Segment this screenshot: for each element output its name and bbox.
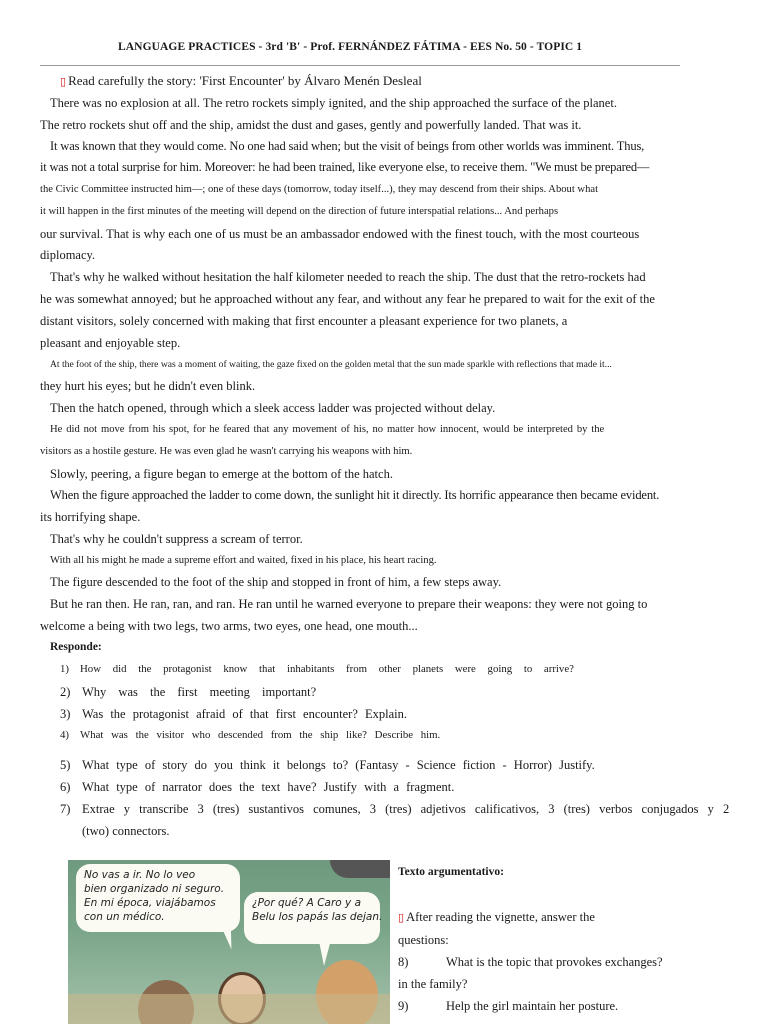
question-number: 1) (60, 663, 69, 675)
story-line: it was not a total surprise for him. Moreover: he had been trained, like everyone else, to receive them. "We must be prepared— (40, 160, 650, 174)
question-text: Why was the first meeting important? (82, 685, 317, 699)
question-text: Help the girl maintain her posture. (446, 999, 619, 1013)
bubble-line: En mi época, viajábamos (84, 897, 216, 909)
question-number: 4) (60, 729, 69, 741)
story-line: The retro rockets shut off and the ship, amidst the dust and gases, gently and powerfully landed. That was it. (40, 118, 582, 132)
story-line: The figure descended to the foot of the ship and stopped in front of him, a few steps away. (50, 575, 502, 589)
story-line: he was somewhat annoyed; but he approached without any fear, and without any fear he prepared to wait for the exit of the (40, 292, 655, 306)
red-box-bullet-icon: ▯ (398, 911, 405, 924)
comic-vignette (68, 860, 390, 1024)
story-line: It was known that they would come. No one had said when; but the visit of beings from other worlds was imminent. Thus, (50, 139, 645, 153)
question-item (60, 779, 454, 795)
bubble-line: bien organizado ni seguro. (84, 883, 225, 895)
speech-bubble-parent (76, 864, 240, 932)
story-line: With all his might he made a supreme effort and waited, fixed in his place, his heart racing. (50, 555, 437, 566)
respond-label: Responde: (50, 641, 102, 653)
question-text: What is the topic that provokes exchanges? (446, 955, 663, 969)
question-text: What type of narrator does the text have? Justify with a fragment. (82, 780, 455, 794)
question-item (60, 684, 316, 700)
story-line: Slowly, peering, a figure began to emerge at the bottom of the hatch. (50, 467, 393, 481)
question-text: How did the protagonist know that inhabitants from other planets were going to arrive? (80, 663, 574, 675)
comic-corner-shape (330, 860, 390, 878)
side-question-8 (398, 954, 663, 970)
question-number: 5) (60, 758, 71, 772)
speech-bubble-girl (244, 892, 383, 944)
question-text: Extrae y transcribe 3 (tres) sustantivos comunes, 3 (tres) adjetivos calificativos, 3 (tres) verbos conjugados y 2 (82, 802, 730, 816)
worksheet-header: LANGUAGE PRACTICES - 3rd 'B' - Prof. FERNÁNDEZ FÁTIMA - EES No. 50 - TOPIC 1 (118, 41, 583, 53)
story-line: That's why he walked without hesitation the half kilometer needed to reach the ship. The dust that the retro-rockets had (50, 270, 646, 284)
question-number: 2) (60, 685, 71, 699)
story-line: its horrifying shape. (40, 510, 141, 524)
story-line: When the figure approached the ladder to come down, the sunlight hit it directly. Its horrific appearance then became evident. (50, 488, 660, 502)
bubble-line: Belu los papás las dejan. (252, 911, 383, 923)
argumentative-title: Texto argumentativo: (398, 866, 504, 878)
red-box-bullet-icon: ▯ (60, 75, 67, 88)
question-item (60, 801, 729, 817)
header-divider (40, 65, 680, 66)
question-text: What type of story do you think it belongs to? (Fantasy - Science fiction - Horror) Justify. (82, 758, 595, 772)
story-line: That's why he couldn't suppress a scream of terror. (50, 532, 303, 546)
story-line: But he ran then. He ran, ran, and ran. He ran until he warned everyone to prepare their weapons: they were not going to (50, 597, 648, 611)
story-line: visitors as a hostile gesture. He was even glad he wasn't carrying his weapons with him. (40, 446, 413, 457)
story-line: our survival. That is why each one of us must be an ambassador endowed with the finest touch, with the most courteous (40, 227, 640, 241)
question-text: What was the visitor who descended from the ship like? Describe him. (80, 729, 441, 741)
story-intro (60, 73, 422, 90)
story-line: it will happen in the first minutes of the meeting will depend on the direction of future interspatial relations... And perhaps (40, 206, 559, 217)
question-number: 7) (60, 802, 71, 816)
question-continuation: (two) connectors. (82, 824, 170, 838)
question-number: 8) (398, 955, 409, 969)
story-line: they hurt his eyes; but he didn't even blink. (40, 379, 256, 393)
question-number: 6) (60, 780, 71, 794)
bubble-line: No vas a ir. No lo veo (84, 869, 196, 881)
question-item (60, 727, 440, 743)
question-item (60, 757, 595, 773)
side-instruction (398, 909, 595, 926)
story-line: welcome a being with two legs, two arms, two eyes, one head, one mouth... (40, 619, 418, 633)
story-line: He did not move from his spot, for he feared that any movement of his, no matter how innocent, would be interpreted by the (50, 424, 605, 435)
comic-floor (68, 994, 390, 1024)
side-instruction-cont: questions: (398, 933, 449, 947)
side-instruction-text: After reading the vignette, answer the (406, 910, 595, 924)
story-line: At the foot of the ship, there was a moment of waiting, the gaze fixed on the golden metal that the sun made sparkle with reflections that made it... (50, 359, 612, 370)
bubble-line: ¿Por qué? A Caro y a (252, 897, 362, 909)
question-number: 3) (60, 707, 71, 721)
story-line: the Civic Committee instructed him—; one of these days (tomorrow, today itself...), they may descend from their ships. About what (40, 184, 599, 195)
side-question-8-cont: in the family? (398, 977, 468, 991)
story-line: There was no explosion at all. The retro rockets simply ignited, and the ship approached the surface of the planet. (50, 96, 617, 110)
side-question-9 (398, 998, 618, 1014)
story-line: pleasant and enjoyable step. (40, 336, 181, 350)
story-line: diplomacy. (40, 248, 96, 262)
story-line: Then the hatch opened, through which a sleek access ladder was projected without delay. (50, 401, 496, 415)
story-intro-text: Read carefully the story: 'First Encounter' by Álvaro Menén Desleal (68, 73, 422, 88)
question-item (60, 706, 407, 722)
story-line: distant visitors, solely concerned with making that first encounter a pleasant experience for two planets, a (40, 314, 568, 328)
bubble-line: con un médico. (84, 911, 165, 923)
question-text: Was the protagonist afraid of that first encounter? Explain. (82, 707, 407, 721)
question-number: 9) (398, 999, 409, 1013)
question-item (60, 661, 574, 677)
